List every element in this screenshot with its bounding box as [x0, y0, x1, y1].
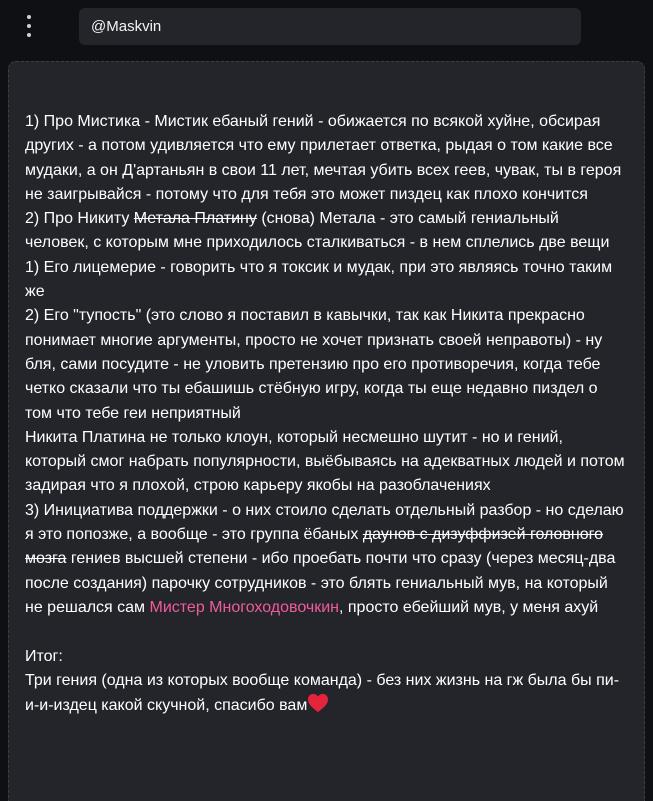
post-content	[25, 110, 625, 718]
paragraph-nikita-intro	[25, 207, 625, 256]
strikethrough-text: даунов с дизуффизей головного мозга	[25, 526, 604, 568]
text-segment: 3) Инициатива поддержки - о них стоило сделать отдельный разбор - но сделаю я это попозже, а вообще - это группа ёбаных	[25, 501, 624, 544]
paragraph-clown: Никита Платина не только клоун, который несмешно шутит - но и гений, который смог набрать популярности, выёбываясь на адекватных людей и потом задирая что я плохой, строю карьеру якобы на разоблачениях	[25, 428, 625, 495]
kebab-menu-icon[interactable]	[20, 15, 38, 37]
kebab-dot	[27, 33, 31, 37]
strikethrough-text: Метала Платину	[133, 210, 257, 228]
top-bar	[0, 0, 653, 56]
kebab-dot	[27, 24, 31, 28]
kebab-dot	[27, 15, 31, 19]
name-field[interactable]: @Maskvin	[79, 8, 581, 45]
text-segment: гениев высшей степени - ибо проебать почти что сразу (через месяц-два после создания) парочку сотрудников - это блять гениальный мув, на который не решался сам	[25, 550, 616, 616]
paragraph-hypocrisy: 1) Его лицемерие - говорить что я токсик и мудак, при это являясь точно таким же	[25, 258, 613, 301]
user-mention-link[interactable]: Мистер Многоходовочкин	[149, 598, 339, 616]
heart-emoji-icon	[307, 693, 329, 713]
post-panel	[8, 61, 645, 801]
text-segment: Три гения (одна из которых вообще команда) - без них жизнь на гж была бы пи-и-и-издец какой скучной, спасибо вам	[25, 671, 620, 715]
spacer	[25, 620, 625, 644]
paragraph-initiative	[25, 499, 625, 620]
summary-text	[25, 669, 625, 719]
paragraph-stupidity: 2) Его "тупость" (это слово я поставил в кавычки, так как Никита прекрасно понимает многие аргументы, просто не хочет признать своей неправоты) - ну бля, сами посудите - не уловить претензию про его противоречия, когда тебе четко сказали что ты ебашишь стёбную игру, когда ты еще недавно пиздел о том что тебе геи неприятный	[25, 307, 603, 422]
text-segment: , просто ебейший мув, у меня ахуй	[339, 598, 599, 616]
paragraph-mystic: 1) Про Мистика - Мистик ебаный гений - обижается по всякой хуйне, обсирая других - а потом удивляется что ему прилетает ответка, рыдая о том какие все мудаки, а он Д'артаньян в свои 11 лет, мечтая убить всех геев, чувак, ты в героя не заигрывайся - потому что для тебя это может пиздец как плохо кончится	[25, 113, 622, 203]
text-segment: 2) Про Никиту	[25, 210, 134, 228]
summary-title: Итог:	[25, 647, 63, 665]
text-segment: (снова) Метала - это самый гениальный человек, с которым мне приходилось сталкиваться - в нем сплелись две вещи	[25, 210, 610, 252]
